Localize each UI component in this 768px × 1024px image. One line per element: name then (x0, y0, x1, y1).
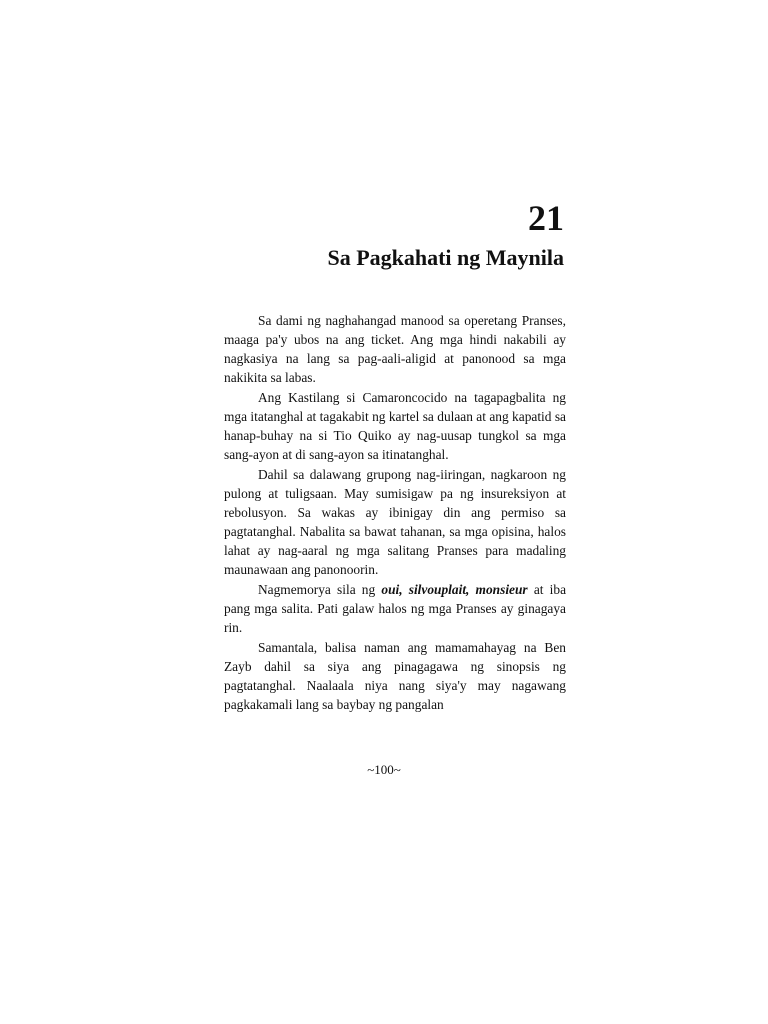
paragraph-4-end: at iba pang mga salita. Pati galaw halos ng mga Pranses ay ginagaya rin. (224, 582, 567, 635)
chapter-body (224, 311, 566, 714)
paragraph-1: Sa dami ng naghahangad manood sa operetang Pranses, maaga pa'y ubos na ang ticket. Ang mga hindi nakabili ay nagkasiya na lang sa pag-aali-aligid at panonood sa mga nakikita sa labas. (224, 313, 566, 385)
chapter-title: Sa Pagkahati ng Maynila (327, 245, 564, 270)
paragraph-5: Samantala, balisa naman ang mamamahayag na Ben Zayb dahil sa siya ang pinagagawa ng sinopsis ng pagtatanghal. Naalaala niya nang siya'y may nagawang pagkakamali lang sa baybay ng pangalan (224, 640, 566, 712)
french-phrases-emphasis: oui, silvouplait, monsieur (381, 582, 528, 597)
chapter-number: 21 (528, 198, 564, 238)
page-number: ~100~ (367, 762, 401, 777)
paragraph-3: Dahil sa dalawang grupong nag-iiringan, nagkaroon ng pulong at tuligsaan. May sumisigaw pa ng insureksiyon at rebolusyon. Sa wakas ay ibinigay din ang permiso sa pagtatanghal. Nabalita sa bawat tahanan, sa mga opisina, halos lahat ay nag-aaral ng mga salitang Pranses para madaling maunawaan ang panonoorin. (224, 467, 566, 577)
paragraph-4-start: Nagmemorya sila ng (258, 582, 382, 597)
paragraph-4 (224, 580, 566, 637)
paragraph-2: Ang Kastilang si Camaroncocido na tagapagbalita ng mga itatanghal at tagakabit ng kartel sa dulaan at ang kapatid sa hanap-buhay na si Tio Quiko ay nag-uusap tungkol sa mga sang-ayon at di sang-ayon sa itinatanghal. (224, 390, 566, 462)
